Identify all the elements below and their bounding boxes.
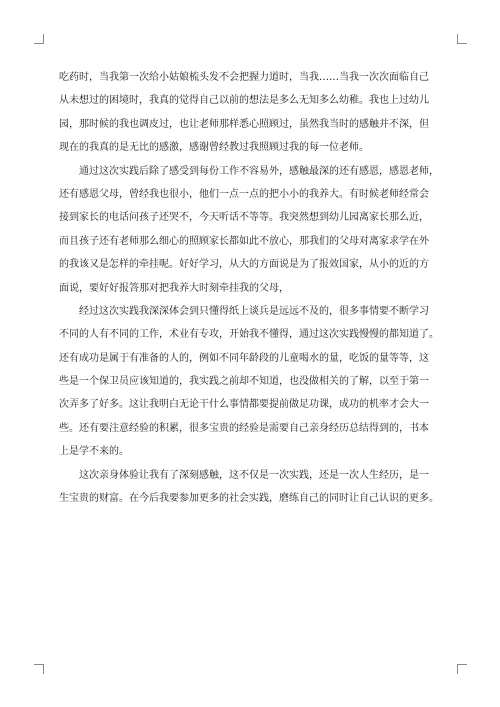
crop-mark-bottom-left xyxy=(34,664,44,674)
text-line: 不同的人有不同的工作，术业有专攻，开始我不懂得，通过这次实践慢慢的都知道了。 xyxy=(59,329,439,341)
text-line: 经过这次实践我深深体会到只懂得纸上谈兵是远远不及的，很多事情要不断学习 xyxy=(79,305,429,317)
text-line: 的我该又是怎样的牵挂呢。好好学习，从大的方面说是为了报效国家，从小的近的方 xyxy=(59,259,429,271)
text-line: 还有成功是属于有准备的人的，例如不同年龄段的儿童喝水的量，吃饭的量等等，这 xyxy=(59,352,429,364)
text-line: 这次亲身体验让我有了深刻感触，这不仅是一次实践，还是一次人生经历，是一 xyxy=(79,469,429,481)
crop-mark-bottom-right xyxy=(457,664,467,674)
paragraph xyxy=(59,66,444,160)
text-line: 次弄多了好多。这让我明白无论干什么事情都要提前做足功课，成功的机率才会大一 xyxy=(59,399,429,411)
crop-mark-top-left xyxy=(34,34,44,44)
paragraph xyxy=(59,300,444,464)
text-line: 从未想过的困境时，我真的觉得自己以前的想法是多么无知多么幼稚。我也上过幼儿 xyxy=(59,95,429,107)
paragraph xyxy=(59,464,444,511)
text-line: 些是一个保卫员应该知道的，我实践之前却不知道，也没做相关的了解，以至于第一 xyxy=(59,376,429,388)
text-line: 生宝贵的财富。在今后我要参加更多的社会实践，磨练自己的同时让自己认识的更多。 xyxy=(59,493,439,505)
text-line: 面说，要好好报答那对把我养大时刻牵挂我的父母， xyxy=(59,282,289,294)
text-line: 园，那时候的我也调皮过，也让老师那样悉心照顾过，虽然我当时的感触并不深，但 xyxy=(59,118,429,130)
text-line: 吃药时，当我第一次给小姑娘梳头发不会把握力道时，当我……当我一次次面临自己 xyxy=(59,72,429,83)
text-line: 通过这次实践后除了感受到每份工作不容易外，感触最深的还有感恩，感恩老师， xyxy=(79,165,439,177)
paragraph xyxy=(59,160,444,300)
text-line: 而且孩子还有老师那么细心的照顾家长都如此不放心，那我们的父母对离家求学在外 xyxy=(59,235,429,247)
crop-mark-top-right xyxy=(457,34,467,44)
document-body xyxy=(59,66,444,510)
text-line: 现在的我真的是无比的感激，感谢曾经教过我照顾过我的每一位老师。 xyxy=(59,142,369,154)
text-line: 接到家长的电话问孩子还哭不，今天听话不等等。我突然想到幼儿园离家长那么近， xyxy=(59,212,429,224)
text-line: 些。还有要注意经验的积累，很多宝贵的经验是需要自己亲身经历总结得到的，书本 xyxy=(59,422,429,434)
text-line: 还有感恩父母，曾经我也很小，他们一点一点的把小小的我养大。有时候老师经常会 xyxy=(59,188,429,200)
text-line: 上是学不来的。 xyxy=(59,446,129,458)
